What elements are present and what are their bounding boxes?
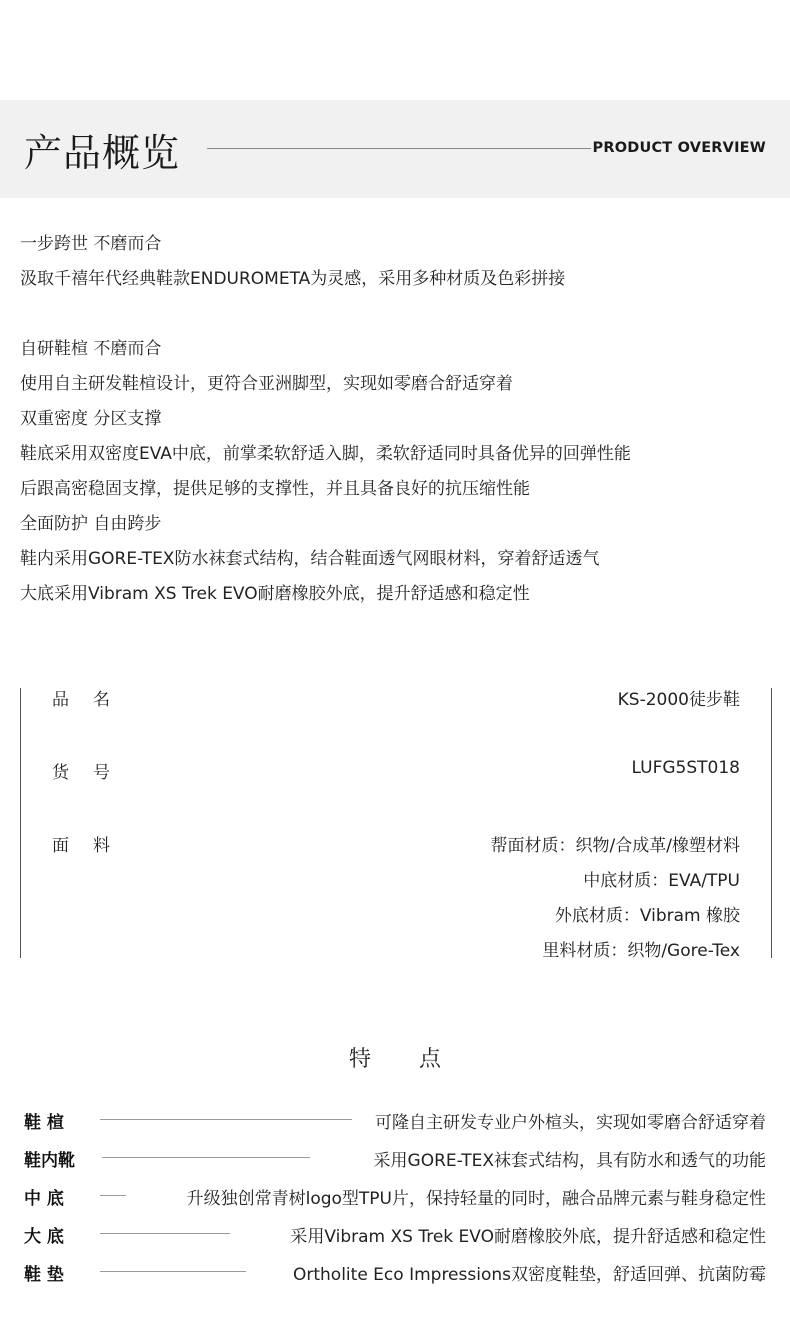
feature-desc: 可隆自主研发专业户外楦头，实现如零磨合舒适穿着: [375, 1113, 766, 1133]
feature-row: [24, 1260, 766, 1284]
feature-divider: [100, 1195, 126, 1196]
feature-label: 鞋 楦: [24, 1113, 64, 1133]
feature-row: [24, 1222, 766, 1246]
intro-line: 鞋内采用GORE-TEX防水袜套式结构，结合鞋面透气网眼材料，穿着舒适透气: [20, 549, 600, 569]
intro-line: 全面防护 自由跨步: [20, 514, 162, 534]
feature-row: [24, 1108, 766, 1132]
spec-label: 货号: [52, 763, 134, 783]
spec-table: [20, 688, 772, 961]
intro-line: 汲取千禧年代经典鞋款ENDUROMETA为灵感，采用多种材质及色彩拼接: [20, 269, 566, 289]
feature-desc: Ortholite Eco Impressions双密度鞋垫，舒适回弹、抗菌防霉: [293, 1265, 766, 1285]
feature-row: [24, 1184, 766, 1208]
intro-line: 自研鞋楦 不磨而合: [20, 339, 162, 359]
header-divider: [207, 148, 591, 149]
section-header: [0, 100, 790, 198]
features-title: 特点: [348, 1047, 489, 1072]
intro-line: 使用自主研发鞋楦设计，更符合亚洲脚型，实现如零磨合舒适穿着: [20, 374, 513, 394]
spec-value: LUFG5ST018: [631, 758, 740, 778]
feature-label: 鞋内靴: [24, 1151, 75, 1171]
page-subtitle: PRODUCT OVERVIEW: [592, 140, 766, 156]
intro-line: 一步跨世 不磨而合: [20, 234, 162, 254]
feature-divider: [100, 1233, 230, 1234]
feature-divider: [100, 1271, 246, 1272]
intro-line: 大底采用Vibram XS Trek EVO耐磨橡胶外底，提升舒适感和稳定性: [20, 584, 530, 604]
spec-value: KS-2000徒步鞋: [617, 690, 740, 710]
feature-label: 鞋 垫: [24, 1265, 64, 1285]
spec-label: 面料: [52, 836, 134, 856]
intro-text: [20, 232, 780, 617]
spec-value: 帮面材质：织物/合成革/橡塑材料: [490, 836, 740, 856]
feature-row: [24, 1146, 766, 1170]
feature-label: 大 底: [24, 1227, 64, 1247]
intro-line: 后跟高密稳固支撑，提供足够的支撑性，并且具备良好的抗压缩性能: [20, 479, 530, 499]
spec-value: 中底材质：EVA/TPU: [583, 871, 740, 891]
spec-label: 品名: [52, 690, 134, 710]
spec-value: 外底材质：Vibram 橡胶: [554, 906, 740, 926]
feature-divider: [102, 1157, 310, 1158]
intro-line: 鞋底采用双密度EVA中底，前掌柔软舒适入脚，柔软舒适同时具备优异的回弹性能: [20, 444, 631, 464]
feature-desc: 采用Vibram XS Trek EVO耐磨橡胶外底，提升舒适感和稳定性: [290, 1227, 766, 1247]
feature-desc: 采用GORE-TEX袜套式结构，具有防水和透气的功能: [373, 1151, 766, 1171]
page-title: 产品概览: [24, 131, 181, 175]
feature-desc: 升级独创常青树logo型TPU片，保持轻量的同时，融合品牌元素与鞋身稳定性: [186, 1189, 766, 1209]
feature-divider: [100, 1119, 352, 1120]
feature-label: 中 底: [24, 1189, 64, 1209]
intro-line: 双重密度 分区支撑: [20, 409, 162, 429]
spec-value: 里料材质：织物/Gore-Tex: [542, 941, 740, 961]
